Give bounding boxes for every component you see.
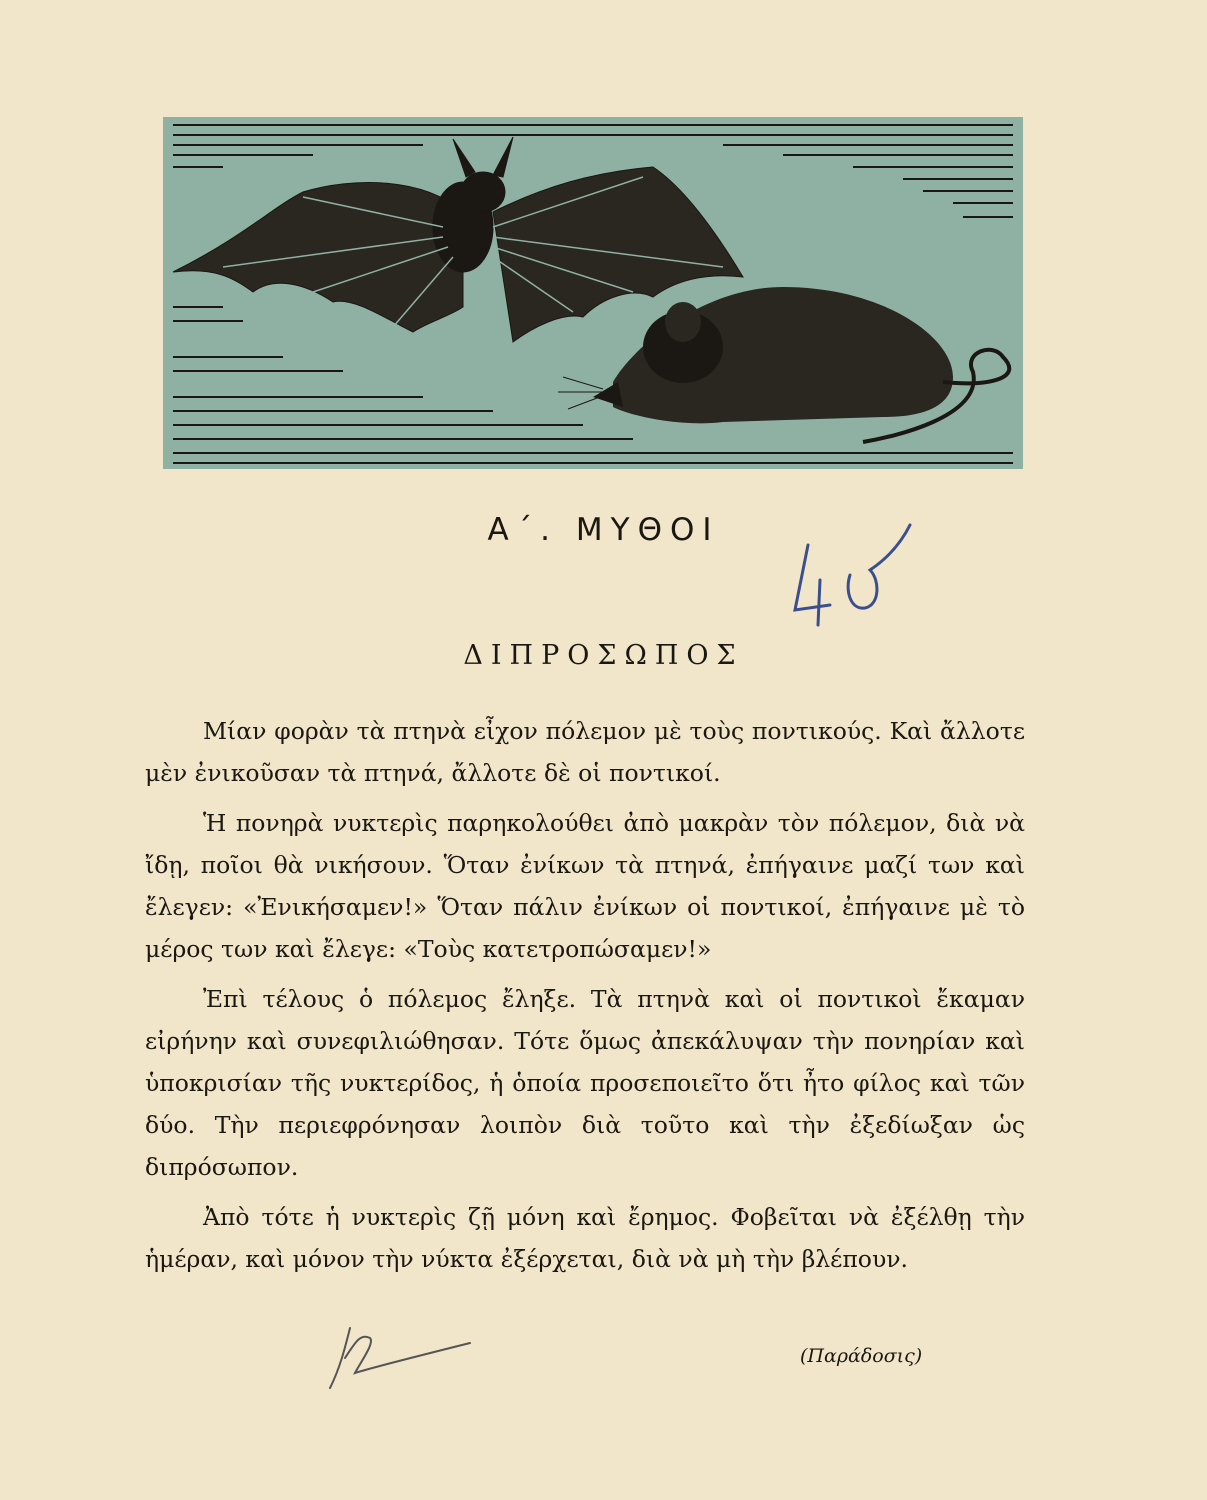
story-paragraph: Ἡ πονηρὰ νυκτερὶς παρηκολούθει ἀπὸ μακρὰν τὸν πόλεμον, διὰ νὰ ἴδῃ, ποῖοι θὰ νικήσουν. Ὅταν ἐνίκων τὰ πτηνά, ἐπήγαινε μαζί των καὶ ἔλεγεν: «Ἐνικήσαμεν!» Ὅταν πάλιν ἐνίκων οἱ ποντικοί, ἐπήγαινε μὲ τὸ μέρος των καὶ ἔλεγε: «Τοὺς κατετροπώσαμεν!» [145, 809, 1025, 963]
handwritten-signature [300, 1318, 480, 1398]
story-body [145, 710, 1025, 1288]
handwritten-page-number [770, 520, 920, 640]
story-title: ΔΙΠΡΟΣΩΠΟΣ [463, 640, 744, 671]
story-paragraph: Μίαν φορὰν τὰ πτηνὰ εἶχον πόλεμον μὲ τοὺς ποντικούς. Καὶ ἄλλοτε μὲν ἐνικοῦσαν τὰ πτηνά, ἄλλοτε δὲ οἱ ποντικοί. [145, 717, 1025, 787]
section-heading: Α΄. ΜΥΘΟΙ [487, 512, 720, 548]
story-paragraph: Ἐπὶ τέλους ὁ πόλεμος ἔληξε. Τὰ πτηνὰ καὶ οἱ ποντικοὶ ἔκαμαν εἰρήνην καὶ συνεφιλιώθησαν. Τότε ὅμως ἀπεκάλυψαν τὴν πονηρίαν καὶ ὑποκρισίαν τῆς νυκτερίδος, ἡ ὁποία προσεποιεῖτο ὅτι ἦτο φίλος καὶ τῶν δύο. Τὴν περιεφρόνησαν λοιπὸν διὰ τοῦτο καὶ τὴν ἐξεδίωξαν ὡς διπρόσωπον. [145, 985, 1025, 1181]
story-source: (Παράδοσις) [800, 1345, 923, 1367]
story-paragraph: Ἀπὸ τότε ἡ νυκτερὶς ζῇ μόνη καὶ ἔρημος. Φοβεῖται νὰ ἐξέλθῃ τὴν ἡμέραν, καὶ μόνον τὴν νύκτα ἐξέρχεται, διὰ νὰ μὴ τὴν βλέπουν. [145, 1203, 1025, 1273]
bat-and-mouse-illustration [163, 117, 1023, 469]
